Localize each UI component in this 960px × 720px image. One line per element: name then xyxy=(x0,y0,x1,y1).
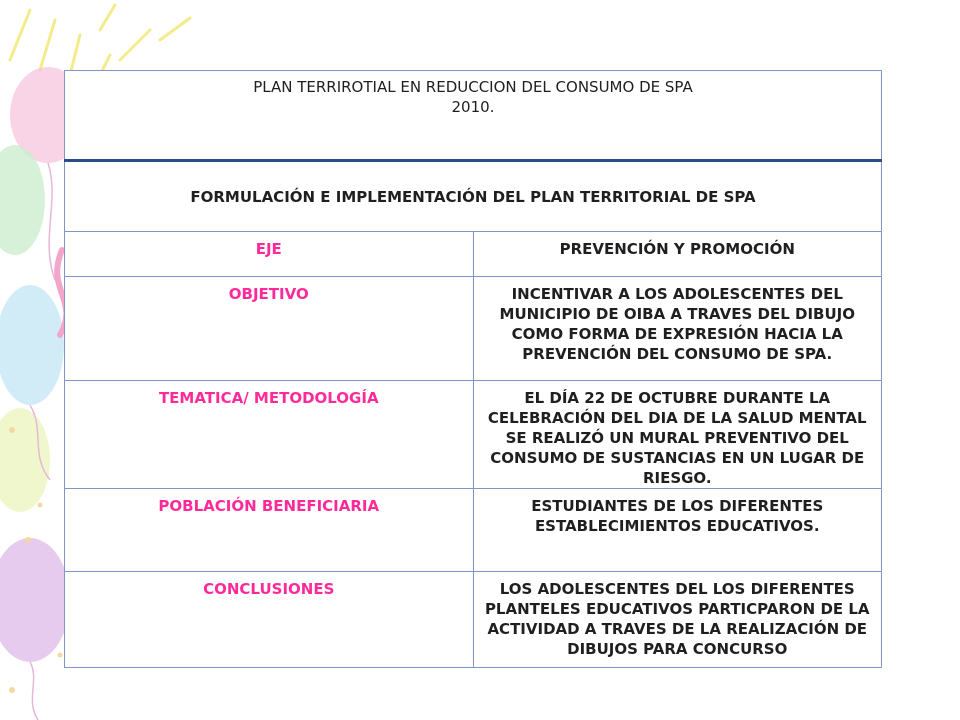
purple-balloon xyxy=(0,538,70,662)
row-value-eje: PREVENCIÓN Y PROMOCIÓN xyxy=(473,232,882,277)
plan-title-line1: PLAN TERRIROTIAL EN REDUCCION DEL CONSUMO DE SPA xyxy=(253,78,693,96)
table-row-conclusiones xyxy=(65,572,882,668)
row-label-poblacion: POBLACIÓN BENEFICIARIA xyxy=(65,489,474,572)
row-label-conclusiones: CONCLUSIONES xyxy=(65,572,474,668)
yellow-balloon xyxy=(0,408,50,512)
table-row-poblacion xyxy=(65,489,882,572)
sparkles-decoration xyxy=(9,427,63,693)
table-row-objetivo xyxy=(65,277,882,381)
row-value-poblacion: ESTUDIANTES DE LOS DIFERENTES ESTABLECIMIENTOS EDUCATIVOS. xyxy=(473,489,882,572)
plan-table xyxy=(64,70,882,668)
plan-heading: FORMULACIÓN E IMPLEMENTACIÓN DEL PLAN TERRITORIAL DE SPA xyxy=(65,161,882,232)
green-balloon xyxy=(0,145,45,255)
table-row-tematica xyxy=(65,381,882,489)
table-row-eje xyxy=(65,232,882,277)
row-value-objetivo: INCENTIVAR A LOS ADOLESCENTES DEL MUNICIPIO DE OIBA A TRAVES DEL DIBUJO COMO FORMA DE EXPRESIÓN HACIA LA PREVENCIÓN DEL CONSUMO DE SPA. xyxy=(473,277,882,381)
row-value-tematica: EL DÍA 22 DE OCTUBRE DURANTE LA CELEBRACIÓN DEL DIA DE LA SALUD MENTAL SE REALIZÓ UN MURAL PREVENTIVO DEL CONSUMO DE SUSTANCIAS EN UN LUGAR DE RIESGO. xyxy=(473,381,882,489)
row-label-objetivo: OBJETIVO xyxy=(65,277,474,381)
blue-balloon xyxy=(0,285,64,405)
row-label-eje: EJE xyxy=(65,232,474,277)
plan-title-line2: 2010. xyxy=(451,98,495,116)
balloon-strings xyxy=(30,163,55,720)
row-label-tematica: TEMATICA/ METODOLOGÍA xyxy=(65,381,474,489)
row-value-conclusiones: LOS ADOLESCENTES DEL LOS DIFERENTES PLANTELES EDUCATIVOS PARTICPARON DE LA ACTIVIDAD A TRAVES DE LA REALIZACIÓN DE DIBUJOS PARA CONCURSO xyxy=(473,572,882,668)
plan-title xyxy=(65,71,882,161)
